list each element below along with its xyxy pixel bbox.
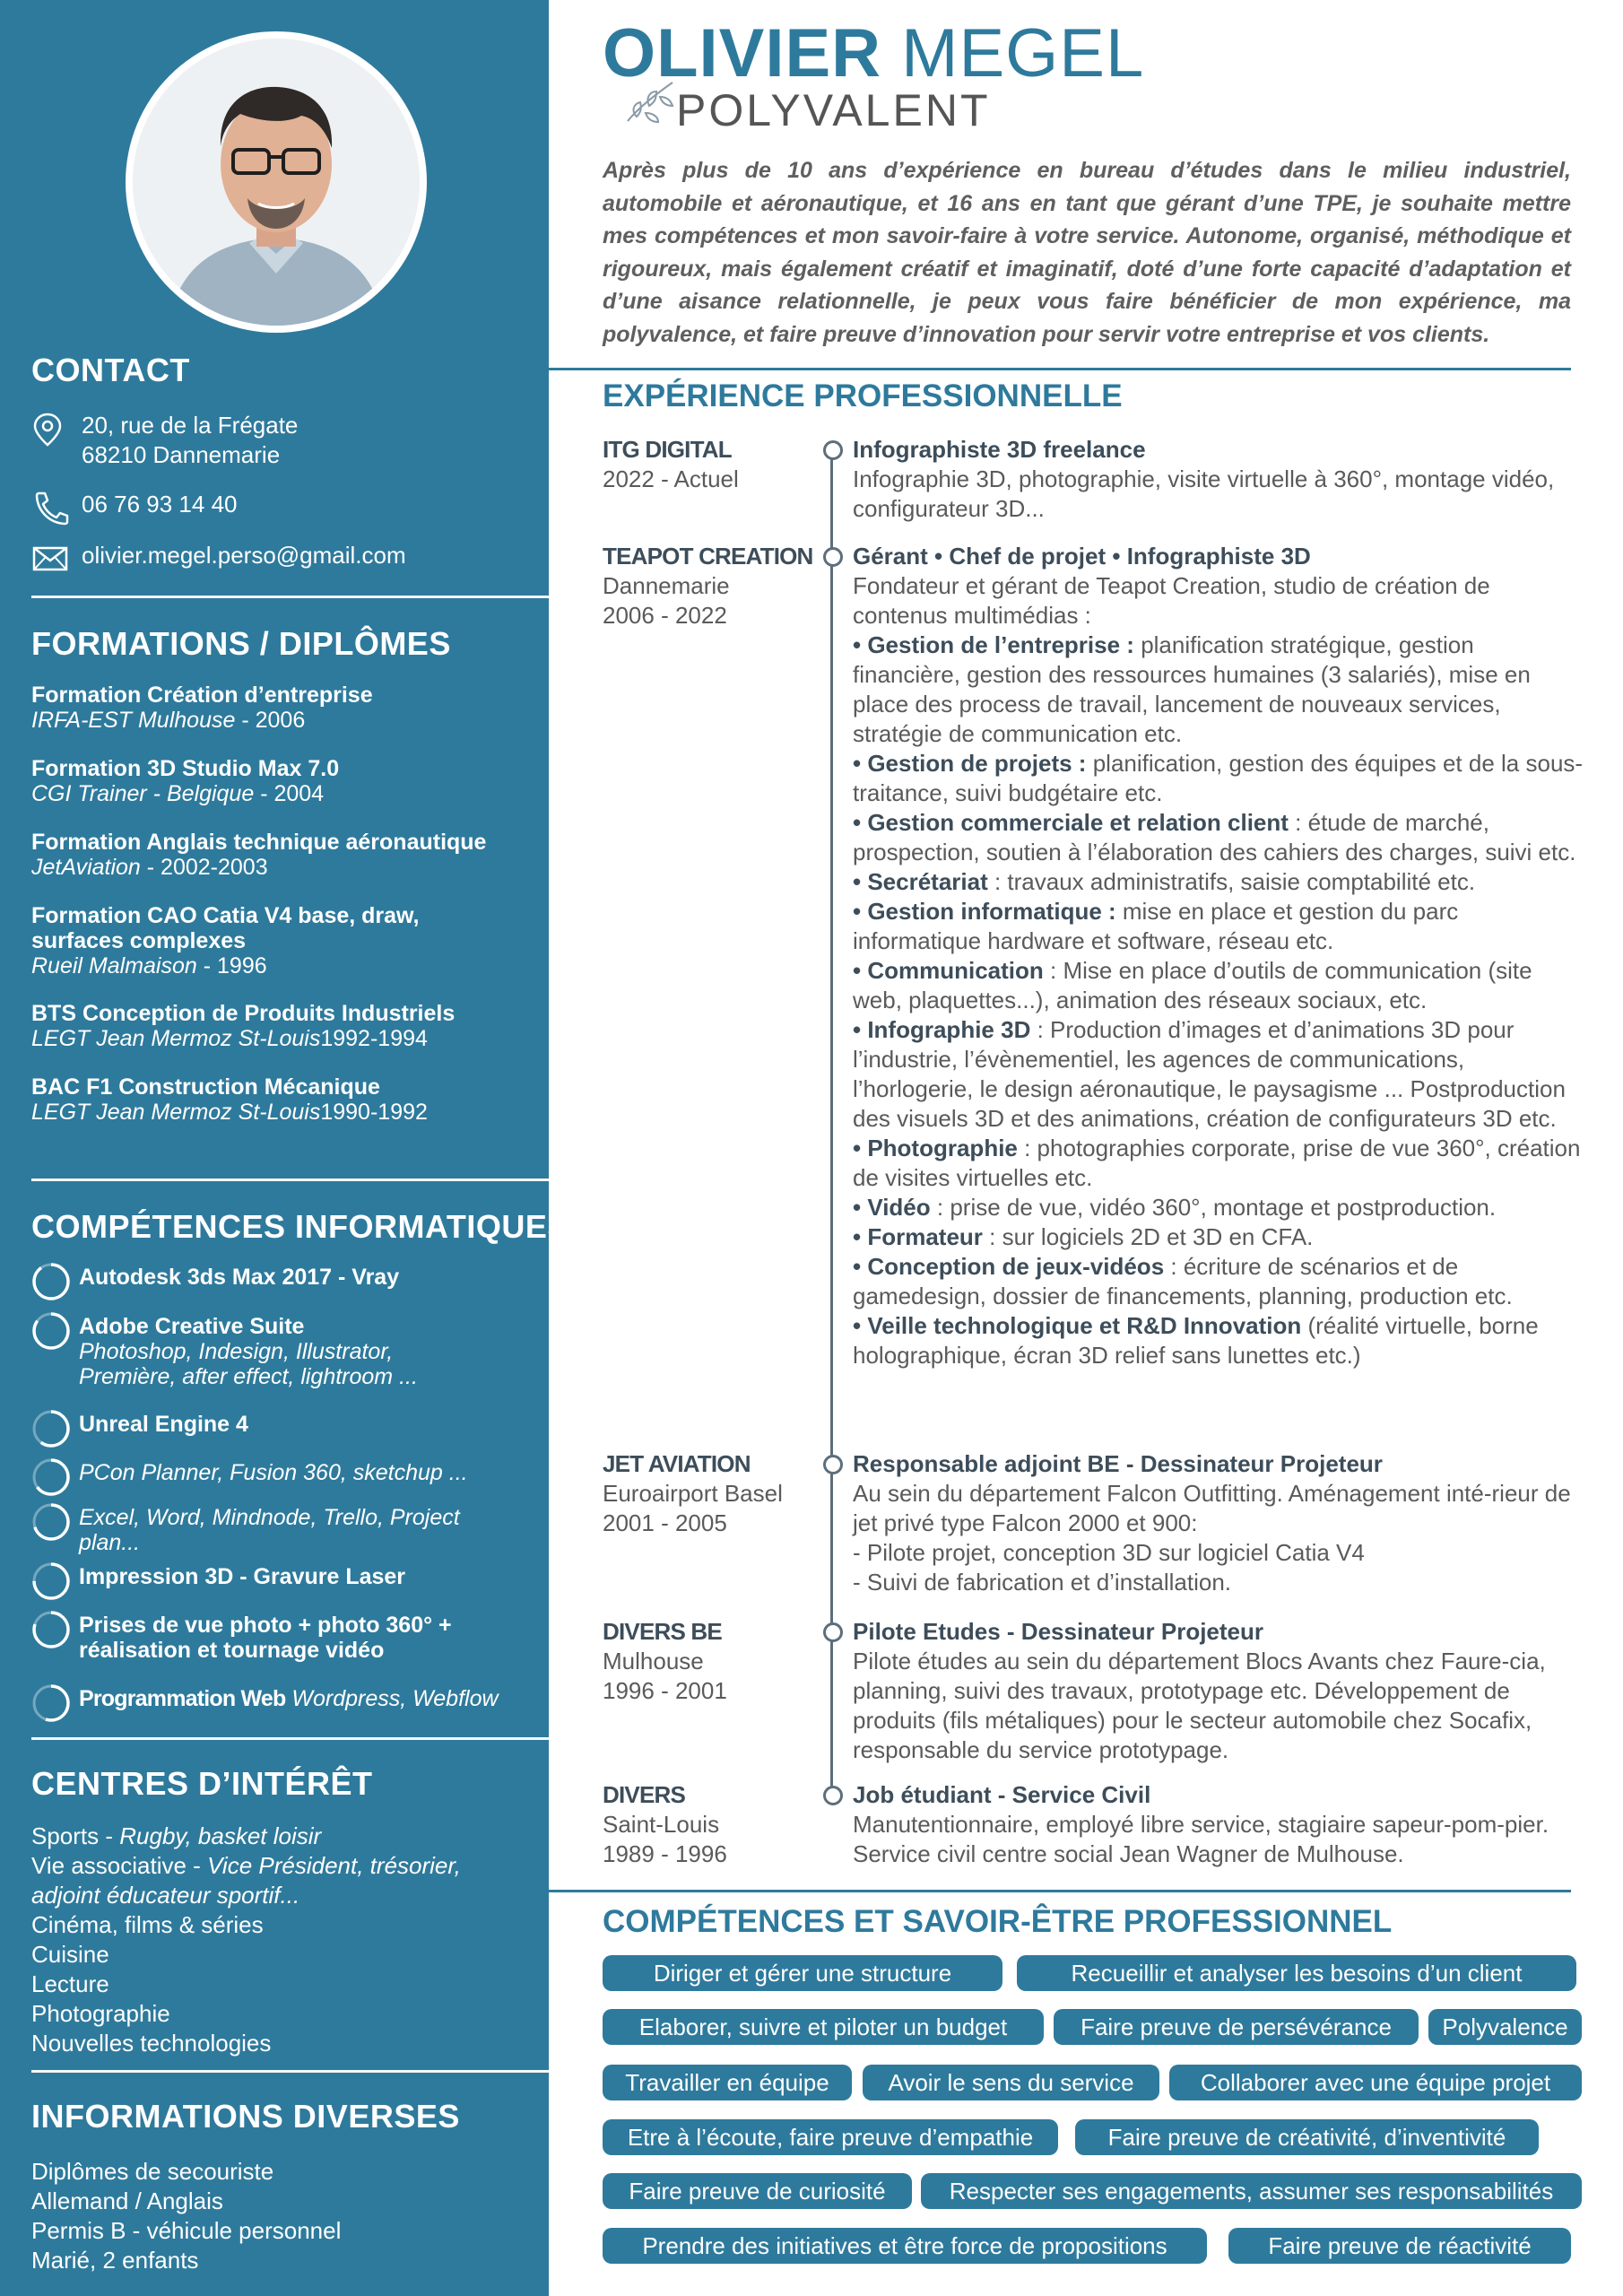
experience-place: Dannemarie <box>603 572 730 599</box>
interest-item: Lecture <box>31 1970 109 1997</box>
skill-tag: Polyvalence <box>1428 2009 1582 2045</box>
experience-role: Responsable adjoint BE - Dessinateur Projeteur <box>853 1450 1383 1477</box>
skill-level-ring <box>30 1501 72 1543</box>
experience-description: Infographie 3D, photographie, visite virtuelle à 360°, montage vidéo, configurateur 3D... <box>853 465 1555 522</box>
experience-bullet: • Gestion de projets : planification, gestion des équipes et de la sous-traitance, suivi budgétaire etc. <box>853 750 1584 806</box>
experience-role: Pilote Etudes - Dessinateur Projeteur <box>853 1618 1264 1645</box>
experience-description: Pilote études au sein du département Blocs Avants chez Faure-cia, planning, suivi des travaux, prototypage etc. Développement de produits (fils métaliques) pour le secteur automobile chez Socafix, responsable du service prototypage. <box>853 1648 1546 1763</box>
interests-title: CENTRES D’INTÉRÊT <box>31 1765 373 1802</box>
email-address[interactable]: olivier.megel.perso@gmail.com <box>82 542 406 569</box>
experience-bullet: • Veille technologique et R&D Innovation (réalité virtuelle, borne holographique, écran 3D relief sans lunettes etc.) <box>853 1312 1539 1369</box>
timeline-dot <box>823 1455 843 1474</box>
misc-item: Permis B - véhicule personnel <box>31 2217 342 2244</box>
interest-item: Cuisine <box>31 1941 109 1968</box>
timeline-dot <box>823 440 843 460</box>
timeline-dot <box>823 1786 843 1805</box>
company-name: DIVERS <box>603 1781 686 1808</box>
experience-bullet: • Photographie : photographies corporate, prise de vue 360°, création de visites virtuelles etc. <box>853 1135 1581 1191</box>
experience-bullet: • Communication : Mise en place d’outils de communication (site web, plaquettes...), animation des réseaux sociaux, etc. <box>853 957 1532 1013</box>
experience-place: Mulhouse <box>603 1648 704 1674</box>
experience-bullet: • Gestion de l’entreprise : planification stratégique, gestion financière, gestion des ressources humaines (3 salariés), mise en place des process de travail, lancement de nouveaux services, stratégie de communication etc. <box>853 631 1531 747</box>
formations-title: FORMATIONS / DIPLÔMES <box>31 625 451 662</box>
full-name: OLIVIER MEGEL <box>603 15 1145 91</box>
interest-associative-cont: adjoint éducateur sportif... <box>31 1882 300 1909</box>
experience-dates: 2022 - Actuel <box>603 465 739 492</box>
experience-bullet: • Gestion commerciale et relation client : étude de marché, prospection, soutien à l’élaboration des cahiers des charges, suivi etc. <box>853 809 1576 865</box>
main-divider <box>549 1890 1571 1892</box>
interest-item: Photographie <box>31 2000 170 2027</box>
sidebar-divider <box>31 2070 549 2073</box>
skill-level-ring <box>30 1310 72 1352</box>
company-name: TEAPOT CREATION <box>603 543 813 570</box>
soft-skills-title: COMPÉTENCES ET SAVOIR-ÊTRE PROFESSIONNEL <box>603 1904 1393 1939</box>
teapot-logo-icon <box>619 72 681 135</box>
skill-tag: Travailler en équipe <box>603 2065 852 2100</box>
experience-bullet: • Infographie 3D : Production d’images et d’animations 3D pour l’industrie, l’évènementiel, les agences de communications, l’horlogerie, le design aéronautique, le paysagisme ... Postproduction des visuels 3D et des animations, création de configurateurs 3D etc. <box>853 1016 1566 1132</box>
experience-description: Au sein du département Falcon Outfitting. Aménagement inté-rieur de jet privé type Falcon 2000 et 900: <box>853 1480 1571 1536</box>
location-pin-icon <box>31 411 71 447</box>
address-line2: 68210 Dannemarie <box>82 441 281 468</box>
skill-level-ring <box>30 1408 72 1449</box>
address-line1: 20, rue de la Frégate <box>82 412 299 439</box>
experience-description: Fondateur et gérant de Teapot Creation, studio de création de contenus multimédias : <box>853 572 1490 629</box>
experience-line: - Suivi de fabrication et d’installation. <box>853 1569 1232 1596</box>
main-divider <box>549 368 1571 370</box>
timeline-dot <box>823 547 843 567</box>
intro-paragraph: Après plus de 10 ans d’expérience en bureau d’études dans le milieu industriel, automobile et aéronautique, et 16 ans en tant que gérant d’une TPE, je souhaite mettre mes compétences et mon savoir-faire à votre service. Autonome, organisé, méthodique et rigoureux, mais également créatif et imaginatif, doté d’une forte capacité d’adaptation et d’une aisance relationnelle, je peux vous faire bénéficier de mon expérience, ma polyvalence, et faire preuve d’innovation pour servir votre entreprise et vos clients. <box>603 158 1571 347</box>
skill-tag: Etre à l’écoute, faire preuve d’empathie <box>603 2119 1058 2155</box>
interest-sports: Sports - Rugby, basket loisir <box>31 1822 322 1849</box>
skill-tag: Faire preuve de persévérance <box>1054 2009 1419 2045</box>
contact-email <box>31 541 406 577</box>
skill-level-ring <box>30 1683 72 1724</box>
phone-number[interactable]: 06 76 93 14 40 <box>82 491 238 517</box>
skill-ring-fill <box>34 1265 68 1299</box>
experience-line: - Pilote projet, conception 3D sur logiciel Catia V4 <box>853 1539 1365 1566</box>
it-skill-item: Prises de vue photo + photo 360° + réalisation et tournage vidéo <box>30 1613 546 1663</box>
formation-item: Formation Anglais technique aéronautique JetAviation - 2002-2003 <box>31 830 487 880</box>
experience-dates: 1996 - 2001 <box>603 1677 727 1704</box>
misc-item: Allemand / Anglais <box>31 2187 223 2214</box>
skill-level-ring <box>30 1561 72 1602</box>
timeline-line <box>830 448 833 1787</box>
company-name: DIVERS BE <box>603 1618 722 1645</box>
company-name: ITG DIGITAL <box>603 436 732 463</box>
main-content <box>549 0 1623 2296</box>
experience-place: Saint-Louis <box>603 1811 720 1838</box>
it-skill-item: Excel, Word, Mindnode, Trello, Project plan... <box>30 1505 546 1555</box>
skill-level-ring <box>30 1609 72 1650</box>
experience-bullet: • Gestion informatique : mise en place et gestion du parc informatique hardware et software, réseau etc. <box>853 898 1459 954</box>
skill-level-ring <box>30 1457 72 1498</box>
experience-dates: 2001 - 2005 <box>603 1509 727 1536</box>
skill-tag: Respecter ses engagements, assumer ses responsabilités <box>921 2173 1582 2209</box>
skill-tag: Elaborer, suivre et piloter un budget <box>603 2009 1044 2045</box>
it-skill-item: Autodesk 3ds Max 2017 - Vray <box>30 1265 546 1302</box>
envelope-icon <box>31 541 71 577</box>
profile-photo-frame <box>126 31 427 333</box>
interest-associative: Vie associative - Vice Président, trésorier, <box>31 1852 461 1879</box>
skill-tag: Avoir le sens du service <box>863 2065 1159 2100</box>
profile-photo <box>133 39 420 326</box>
sidebar-divider <box>31 1178 549 1181</box>
experience-role: Infographiste 3D freelance <box>853 436 1146 463</box>
skill-tag: Recueillir et analyser les besoins d’un client <box>1017 1955 1576 1991</box>
misc-item: Diplômes de secouriste <box>31 2158 274 2185</box>
formation-item: Formation Création d’entreprise IRFA-EST Mulhouse - 2006 <box>31 683 373 733</box>
experience-dates: 1989 - 1996 <box>603 1840 727 1867</box>
skill-level-ring <box>30 1261 72 1302</box>
experience-place: Euroairport Basel <box>603 1480 783 1507</box>
interest-item: Nouvelles technologies <box>31 2030 272 2057</box>
experience-bullet: • Conception de jeux-vidéos : écriture de scénarios et de gamedesign, dossier de financements, planning, production etc. <box>853 1253 1513 1309</box>
it-skill-item: Adobe Creative Suite Photoshop, Indesign, Illustrator, Première, after effect, lightroom ... <box>30 1314 546 1389</box>
company-name: JET AVIATION <box>603 1450 751 1477</box>
formation-item: Formation CAO Catia V4 base, draw, surfaces complexes Rueil Malmaison - 1996 <box>31 903 420 978</box>
sidebar <box>0 0 569 2296</box>
sidebar-divider <box>31 596 549 598</box>
skill-tag: Collaborer avec une équipe projet <box>1169 2065 1582 2100</box>
experience-dates: 2006 - 2022 <box>603 602 727 629</box>
it-skill-item: Unreal Engine 4 <box>30 1412 546 1449</box>
sidebar-divider <box>31 1737 549 1740</box>
skill-tag: Faire preuve de curiosité <box>603 2173 912 2209</box>
it-skill-item: PCon Planner, Fusion 360, sketchup ... <box>30 1460 546 1498</box>
experience-description: Manutentionnaire, employé libre service, stagiaire sapeur-pom-pier. Service civil centre social Jean Wagner de Mulhouse. <box>853 1811 1549 1867</box>
skill-tag: Diriger et gérer une structure <box>603 1955 1002 1991</box>
skill-tag: Faire preuve de réactivité <box>1228 2228 1571 2264</box>
skill-tag: Faire preuve de créativité, d’inventivité <box>1075 2119 1539 2155</box>
interest-item: Cinéma, films & séries <box>31 1911 264 1938</box>
job-title: POLYVALENT <box>676 85 991 135</box>
it-skill-item: Impression 3D - Gravure Laser <box>30 1564 546 1602</box>
contact-title: CONTACT <box>31 352 190 388</box>
phone-icon <box>31 490 71 526</box>
contact-address <box>31 411 298 470</box>
experience-bullet: • Vidéo : prise de vue, vidéo 360°, montage et postproduction. <box>853 1194 1497 1221</box>
misc-item: Marié, 2 enfants <box>31 2247 199 2274</box>
experience-bullet: • Formateur : sur logiciels 2D et 3D en CFA. <box>853 1223 1314 1250</box>
experience-bullet: • Secrétariat : travaux administratifs, saisie comptabilité etc. <box>853 868 1476 895</box>
misc-title: INFORMATIONS DIVERSES <box>31 2098 460 2135</box>
it-skill-item: Programmation Web Wordpress, Webflow <box>30 1686 546 1724</box>
skill-tag: Prendre des initiatives et être force de propositions <box>603 2228 1207 2264</box>
experience-role: Job étudiant - Service Civil <box>853 1781 1151 1808</box>
formation-item: BAC F1 Construction Mécanique LEGT Jean Mermoz St-Louis1990-1992 <box>31 1074 428 1125</box>
formation-item: BTS Conception de Produits Industriels LEGT Jean Mermoz St-Louis1992-1994 <box>31 1001 456 1051</box>
experience-role: Gérant • Chef de projet • Infographiste 3D <box>853 543 1311 570</box>
it-skills-title: COMPÉTENCES INFORMATIQUES <box>31 1208 569 1245</box>
contact-phone <box>31 490 238 526</box>
timeline-dot <box>823 1622 843 1642</box>
formation-item: Formation 3D Studio Max 7.0 CGI Trainer - Belgique - 2004 <box>31 756 340 806</box>
experience-title: EXPÉRIENCE PROFESSIONNELLE <box>603 378 1123 413</box>
